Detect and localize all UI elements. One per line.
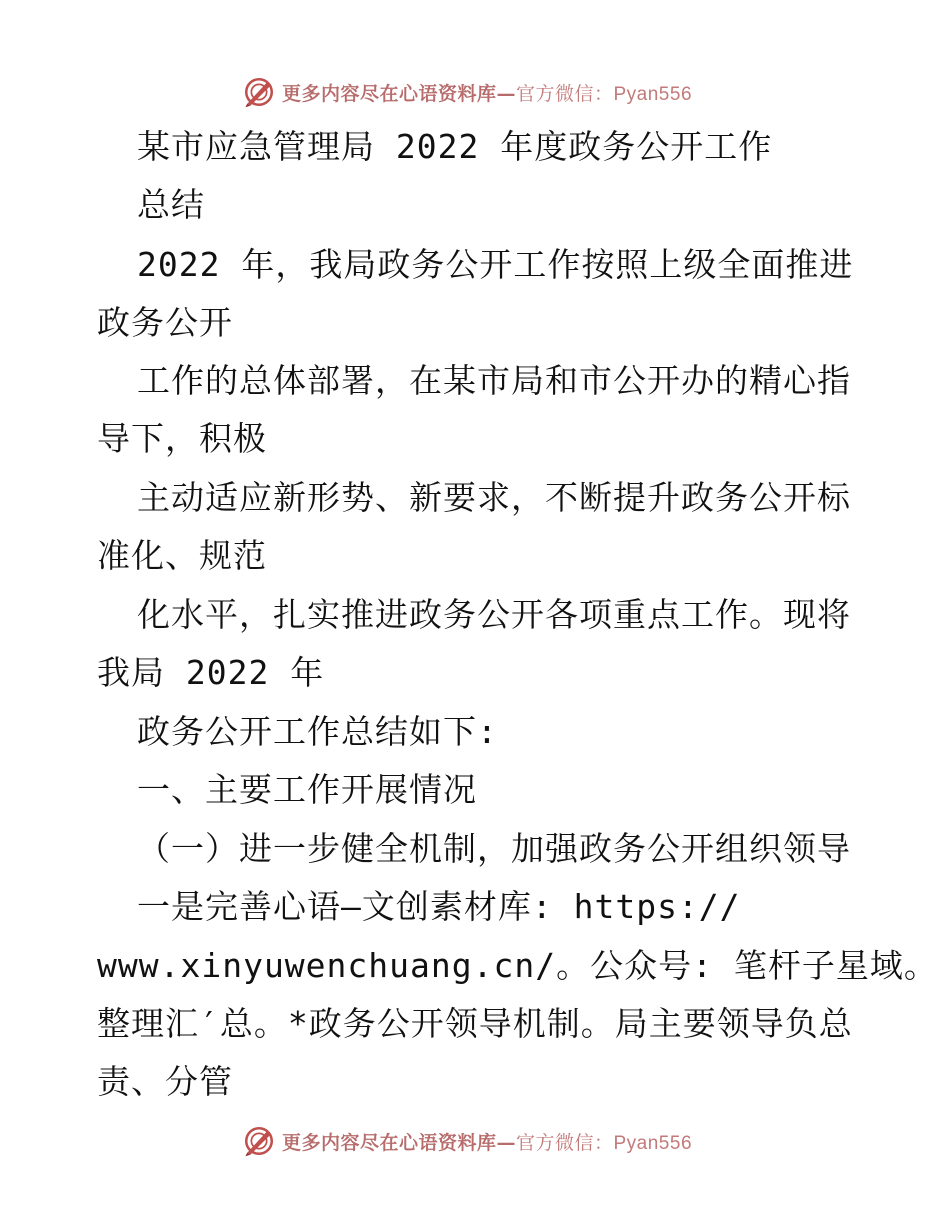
banner-title: 更多内容尽在心语资料库 bbox=[281, 82, 497, 105]
paragraph-line: 政务公开工作总结如下: bbox=[137, 712, 498, 751]
url-line: www.xinyuwenchuang.cn/。公众号: 笔杆子星域。 bbox=[97, 946, 938, 985]
paragraph-line: 整理汇′总。*政务公开领导机制。局主要领导负总 bbox=[97, 1004, 853, 1043]
paragraph-line: 导下，积极 bbox=[97, 419, 267, 458]
paragraph-line: 政务公开 bbox=[97, 303, 233, 342]
paragraph-line: 主动适应新形势、新要求，不断提升政务公开标 bbox=[137, 478, 851, 517]
banner-dash: — bbox=[496, 82, 516, 105]
doc-title-line-1: 某市应急管理局 2022 年度政务公开工作 bbox=[137, 127, 773, 166]
doc-title-line-2: 总结 bbox=[137, 185, 205, 224]
paragraph-line: 准化、规范 bbox=[97, 536, 267, 575]
pen-logo-icon bbox=[242, 1124, 276, 1158]
paragraph-line: 责、分管 bbox=[97, 1062, 233, 1101]
section-heading: 一、主要工作开展情况 bbox=[137, 770, 477, 809]
subsection-heading: （一）进一步健全机制，加强政务公开组织领导 bbox=[137, 829, 851, 868]
paragraph-line: 工作的总体部署，在某市局和市公开办的精心指 bbox=[137, 361, 851, 400]
banner-contact: 官方微信：Pyan556 bbox=[516, 83, 693, 105]
banner-dash: — bbox=[496, 1131, 516, 1154]
paragraph-line: 一是完善心语—文创素材库: https:// bbox=[137, 887, 741, 926]
banner-contact: 官方微信：Pyan556 bbox=[516, 1132, 693, 1154]
paragraph-line: 2022 年，我局政务公开工作按照上级全面推进 bbox=[137, 245, 854, 284]
paragraph-line: 化水平，扎实推进政务公开各项重点工作。现将 bbox=[137, 595, 851, 634]
banner-title: 更多内容尽在心语资料库 bbox=[281, 1131, 497, 1154]
paragraph-line: 我局 2022 年 bbox=[97, 653, 325, 692]
footer-banner bbox=[0, 1121, 950, 1161]
